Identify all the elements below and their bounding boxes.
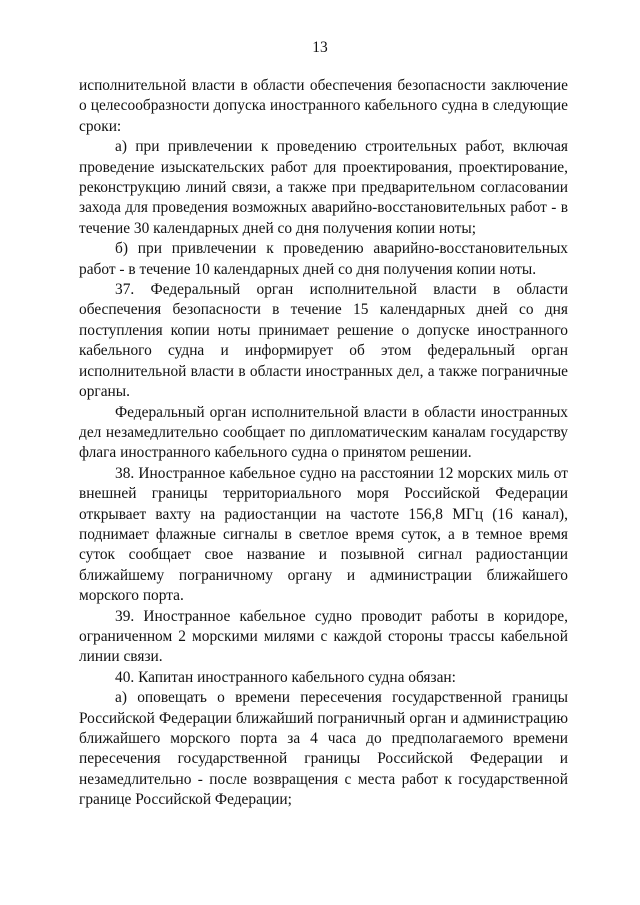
paragraph-40: 40. Капитан иностранного кабельного судна обязан: — [115, 668, 456, 686]
page-number: 13 — [312, 39, 328, 56]
paragraph-37: 37. Федеральный орган исполнительной власти в области обеспечения безопасности в течение 15 календарных дней со дня поступления копии ноты принимает решение о допуске иностранного кабельного судна и информирует об этом федеральный орган исполнительной власти в области иностранных дел, а также пограничные органы. — [79, 281, 568, 401]
paragraph-foreign-affairs: Федеральный орган исполнительной власти в области иностранных дел незамедлительно сообщает по дипломатическим каналам государству флага иностранного кабельного судна о принятом решении. — [79, 403, 568, 462]
paragraph-continuation: исполнительной власти в области обеспечения безопасности заключение о целесообразности допуска иностранного кабельного судна в следующие сроки: — [79, 77, 568, 135]
paragraph-item-b-emergency: б) при привлечении к проведению аварийно-восстановительных работ - в течение 10 календарных дней со дня получения копии ноты. — [79, 240, 568, 278]
paragraph-item-a-construction: а) при привлечении к проведению строительных работ, включая проведение изыскательских работ для проектирования, проектирование, реконструкцию линий связи, а также при предварительном согласовании захода для проведения возможных аварийно-восстановительных работ - в течение 30 календарных дней со дня получения копии ноты; — [79, 138, 568, 237]
document-body — [79, 76, 568, 811]
paragraph-38: 38. Иностранное кабельное судно на расстоянии 12 морских миль от внешней границы территориального моря Российской Федерации открывает вахту на радиостанции на частоте 156,8 МГц (16 канал), поднимает флажные сигналы в светлое время суток, а в темное время суток сообщает свое название и позывной сигнал радиостанции ближайшему пограничному органу и администрации ближайшего морского порта. — [79, 464, 568, 605]
paragraph-40-item-a: а) оповещать о времени пересечения государственной границы Российской Федерации ближайший пограничный орган и администрацию ближайшего морского порта за 4 часа до предполагаемого времени пересечения государственной границы Российской Федерации и незамедлительно - после возвращения с места работ к государственной границе Российской Федерации; — [79, 689, 568, 809]
paragraph-39: 39. Иностранное кабельное судно проводит работы в коридоре, ограниченном 2 морскими милями с каждой стороны трассы кабельной линии связи. — [79, 607, 568, 666]
